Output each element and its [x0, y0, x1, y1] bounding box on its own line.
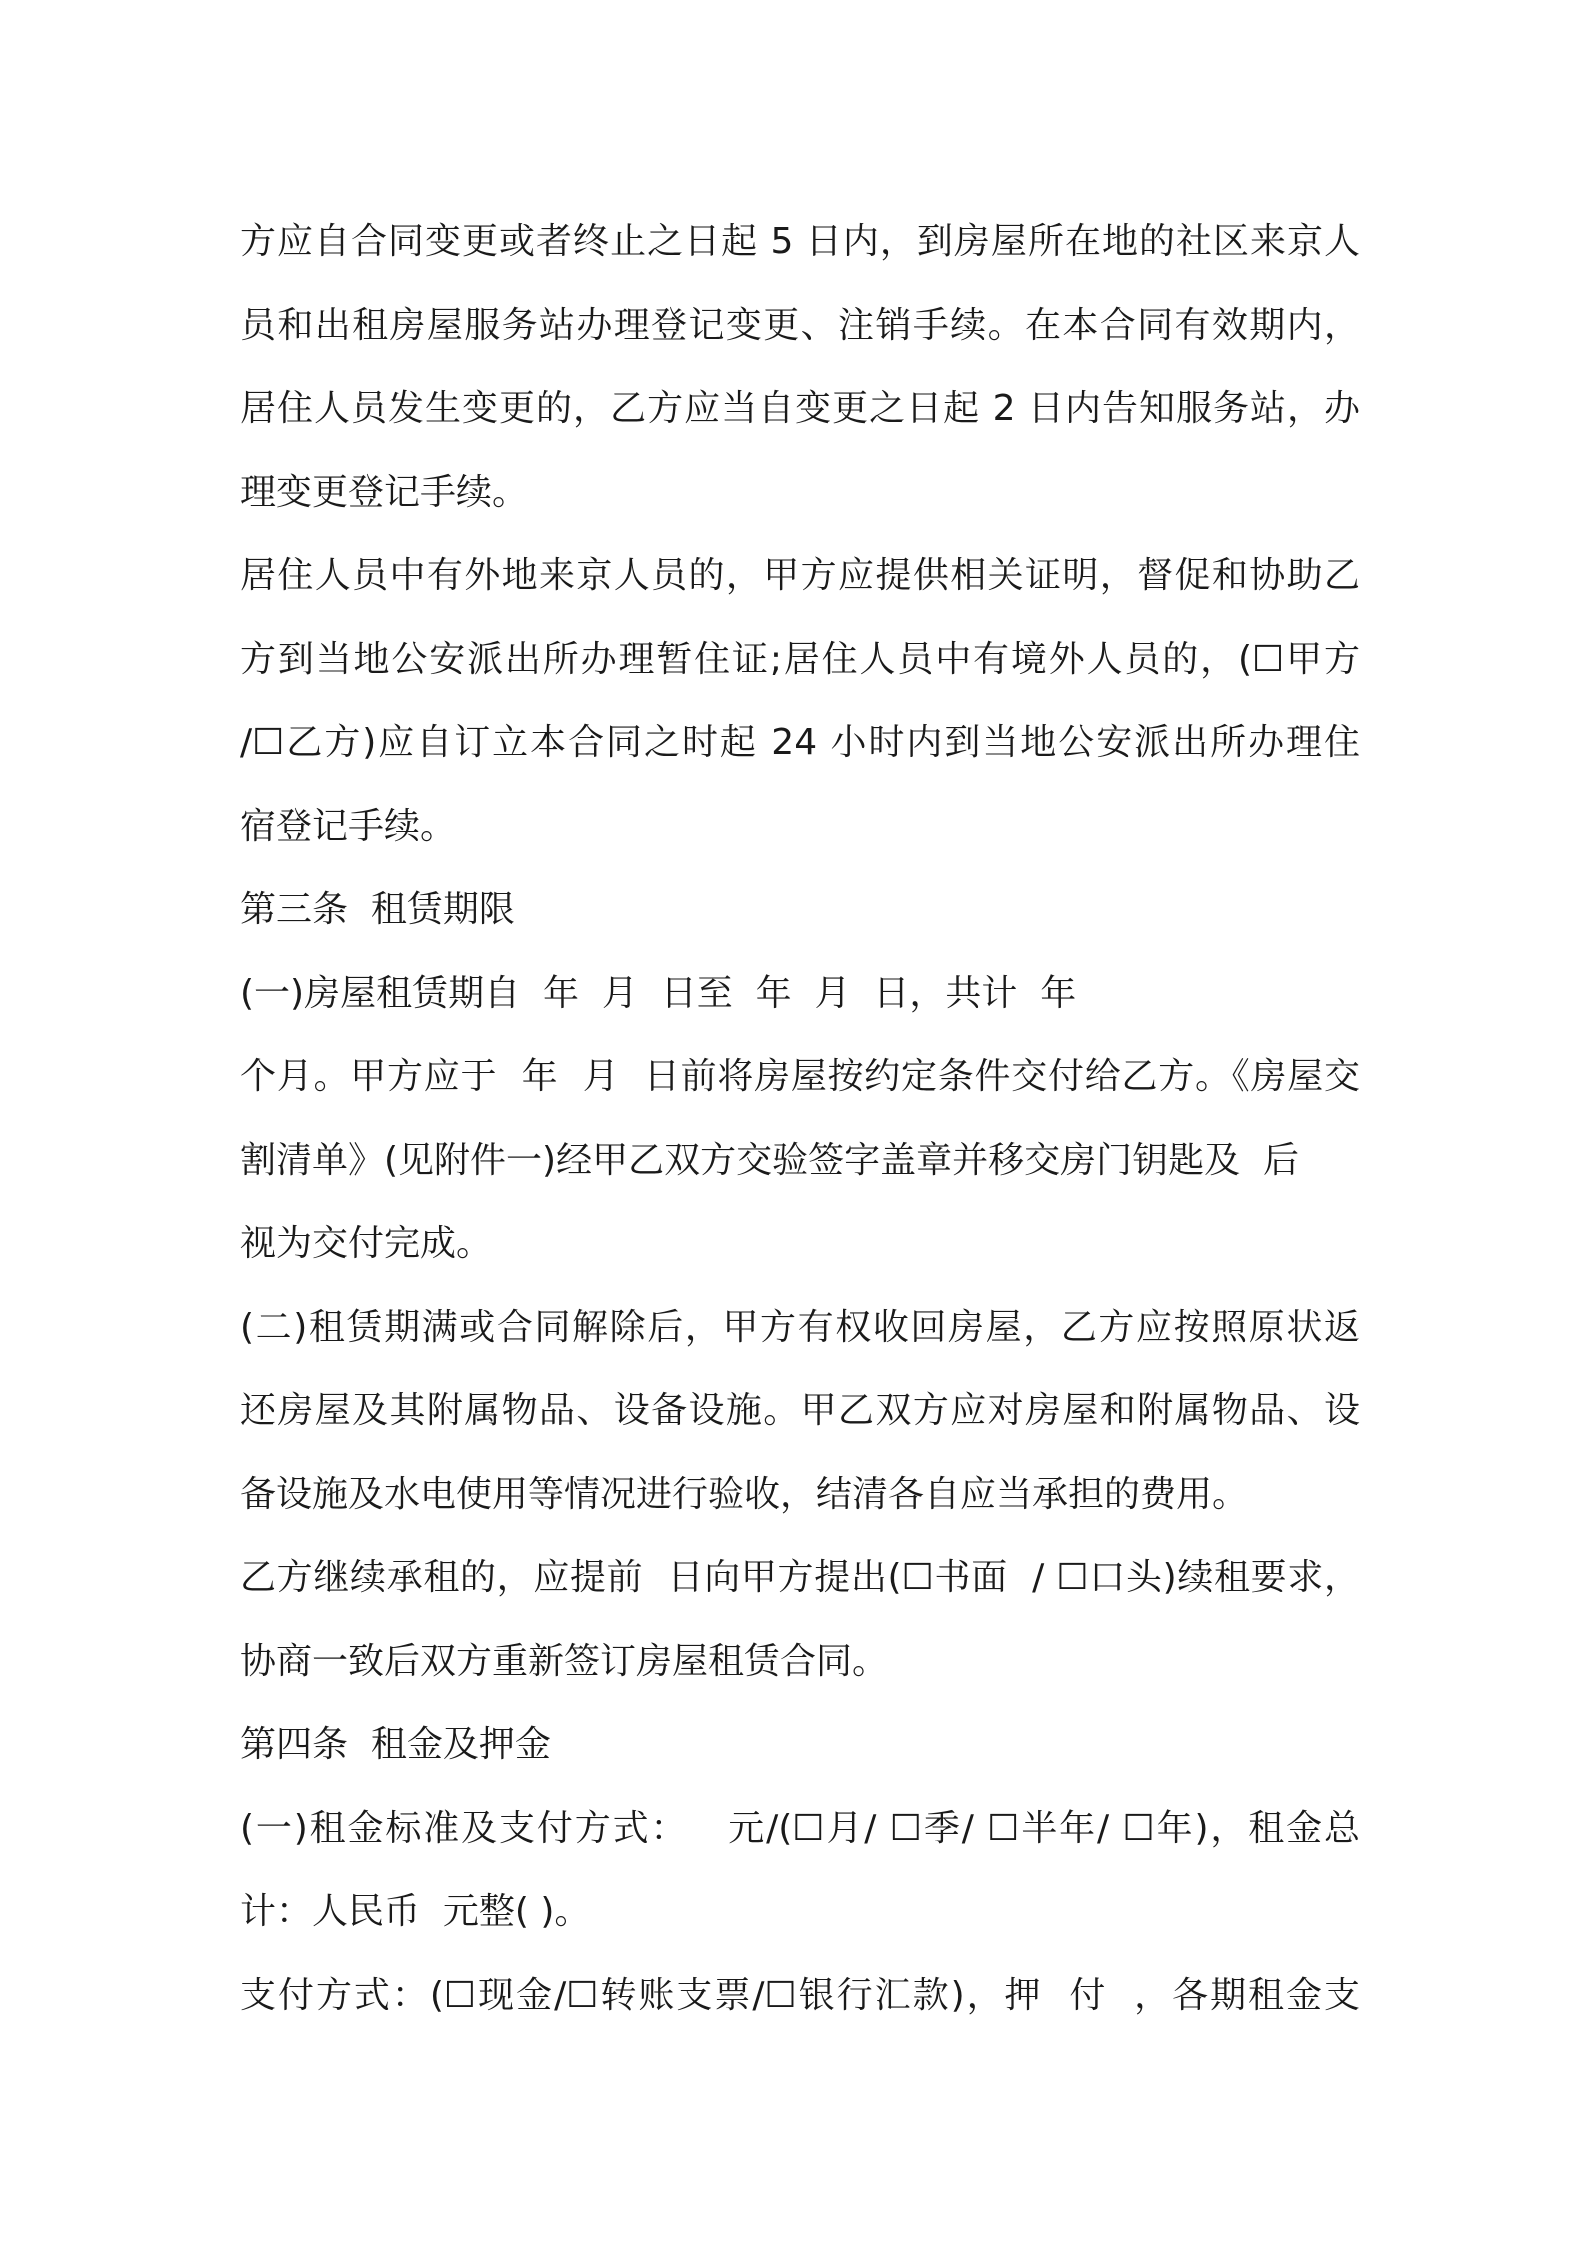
text-line: 方到当地公安派出所办理暂住证;居住人员中有境外人员的，(☐甲方 [240, 638, 1360, 680]
text-line: 协商一致后双方重新签订房屋租赁合同。 [240, 1640, 889, 1682]
text-line: 乙方继续承租的，应提前 日向甲方提出(☐书面 / ☐口头)续租要求， [240, 1557, 1360, 1598]
text-line: 计：人民币 元整( )。 [240, 1891, 591, 1932]
text-line: 理变更登记手续。 [240, 471, 529, 513]
text-line: 员和出租房屋服务站办理登记变更、注销手续。在本合同有效期内， [240, 304, 1360, 346]
text-line: 支付方式：(☐现金/☐转账支票/☐银行汇款)，押 付 ，各期租金支 [240, 1974, 1360, 2016]
text-line: 备设施及水电使用等情况进行验收，结清各自应当承担的费用。 [240, 1473, 1249, 1515]
document-body [240, 200, 1360, 2037]
text-line: /☐乙方)应自订立本合同之时起 24 小时内到当地公安派出所办理住 [240, 722, 1360, 763]
text-line: 割清单》(见附件一)经甲乙双方交验签字盖章并移交房门钥匙及 后 [240, 1139, 1299, 1181]
text-line: 视为交付完成。 [240, 1223, 493, 1264]
section-heading: 第三条 租赁期限 [240, 889, 515, 930]
section-heading: 第四条 租金及押金 [240, 1724, 551, 1765]
text-line: (二)租赁期满或合同解除后，甲方有权收回房屋，乙方应按照原状返 [240, 1306, 1360, 1348]
text-line: 居住人员发生变更的，乙方应当自变更之日起 2 日内告知服务站，办 [240, 388, 1360, 429]
text-line: 居住人员中有外地来京人员的，甲方应提供相关证明，督促和协助乙 [240, 555, 1360, 596]
text-line: (一)房屋租赁期自 年 月 日至 年 月 日，共计 年 [240, 972, 1077, 1014]
text-line: 方应自合同变更或者终止之日起 5 日内，到房屋所在地的社区来京人 [240, 221, 1360, 262]
text-line: 个月。甲方应于 年 月 日前将房屋按约定条件交付给乙方。《房屋交 [240, 1056, 1360, 1097]
text-line: 还房屋及其附属物品、设备设施。甲乙双方应对房屋和附属物品、设 [240, 1390, 1360, 1431]
text-line: 宿登记手续。 [240, 805, 457, 847]
text-line: (一)租金标准及支付方式： 元/(☐月/ ☐季/ ☐半年/ ☐年)，租金总 [240, 1807, 1360, 1849]
